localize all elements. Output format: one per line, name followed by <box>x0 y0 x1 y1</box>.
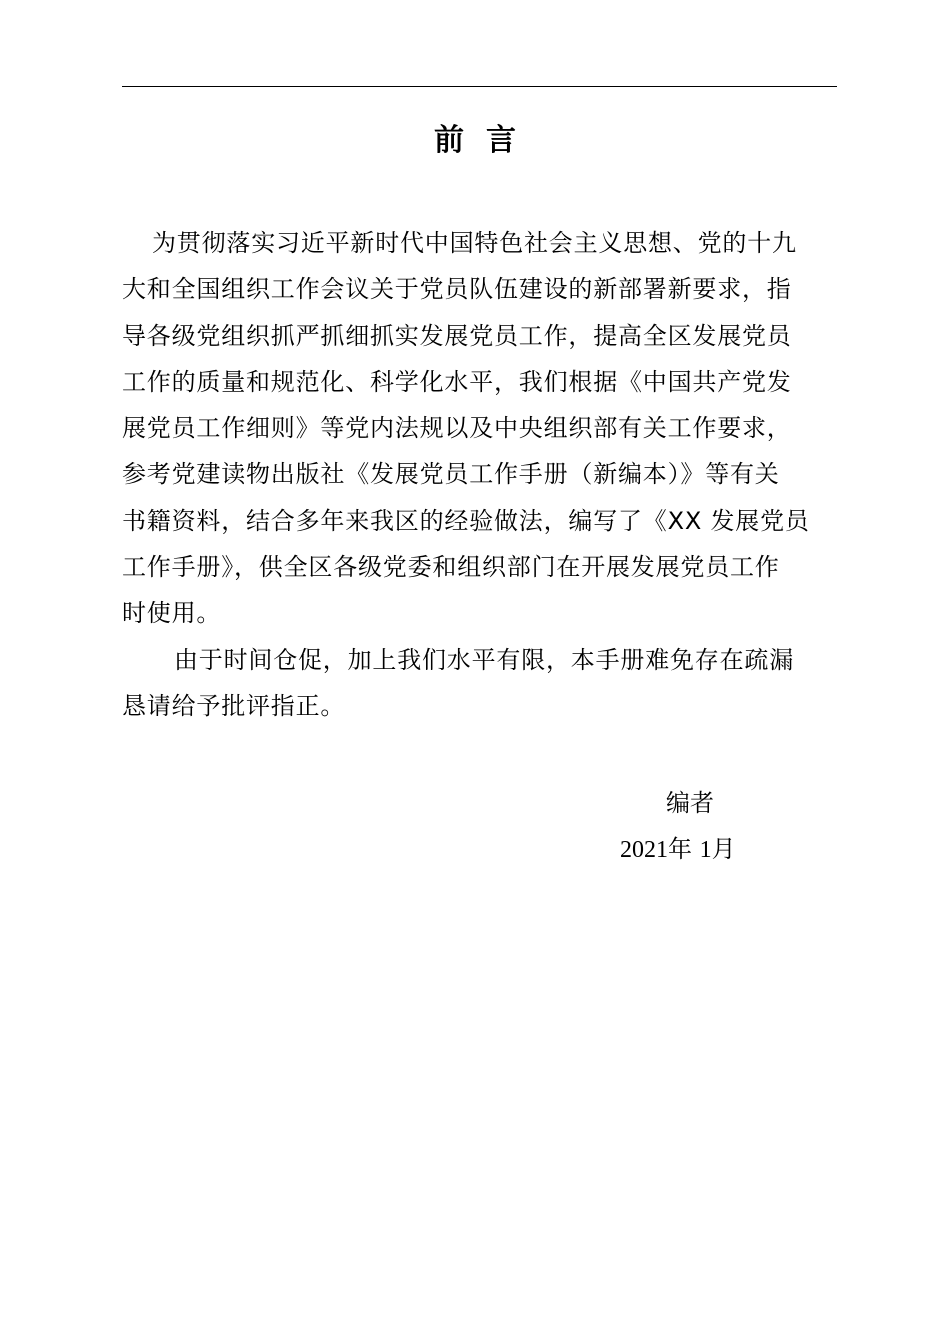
date-month: 1 <box>699 837 712 863</box>
paragraph-2 <box>122 637 837 730</box>
header-rule <box>122 86 837 87</box>
paragraph-1-line: 工作手册》，供全区各级党委和组织部门在开展发展党员工作 <box>122 553 780 582</box>
paragraph-1-line: 为贯彻落实习近平新时代中国特色社会主义思想、党的十九 <box>152 229 797 257</box>
paragraph-1-line: 展党员工作细则》等党内法规以及中央组织部有关工作要求， <box>122 414 792 443</box>
paragraph-1-line: 书籍资料，结合多年来我区的经验做法，编写了《XX 发展党员 <box>122 506 810 535</box>
date-month-suffix: 月 <box>711 835 736 863</box>
paragraph-1-line: 时使用。 <box>122 599 222 628</box>
paragraph-1-line: 工作的质量和规范化、科学化水平，我们根据《中国共产党发 <box>122 367 792 396</box>
page-title: 前言 <box>434 123 538 158</box>
paragraph-1 <box>122 220 837 637</box>
signature: 编者 <box>666 789 714 817</box>
paragraph-2-line: 恳请给予批评指正。 <box>122 691 346 720</box>
date <box>620 830 736 869</box>
date-year: 2021 <box>620 837 668 863</box>
paragraph-1-line: 参考党建读物出版社《发展党员工作手册（新编本）》等有关 <box>122 460 780 489</box>
paragraph-2-line: 由于时间仓促，加上我们水平有限，本手册难免存在疏漏 <box>174 645 794 674</box>
date-year-suffix: 年 <box>668 835 692 863</box>
paragraph-1-line: 导各级党组织抓严抓细抓实发展党员工作，提高全区发展党员 <box>122 321 792 350</box>
paragraph-1-line: 大和全国组织工作会议关于党员队伍建设的新部署新要求，指 <box>122 275 792 304</box>
document-body <box>122 220 837 729</box>
